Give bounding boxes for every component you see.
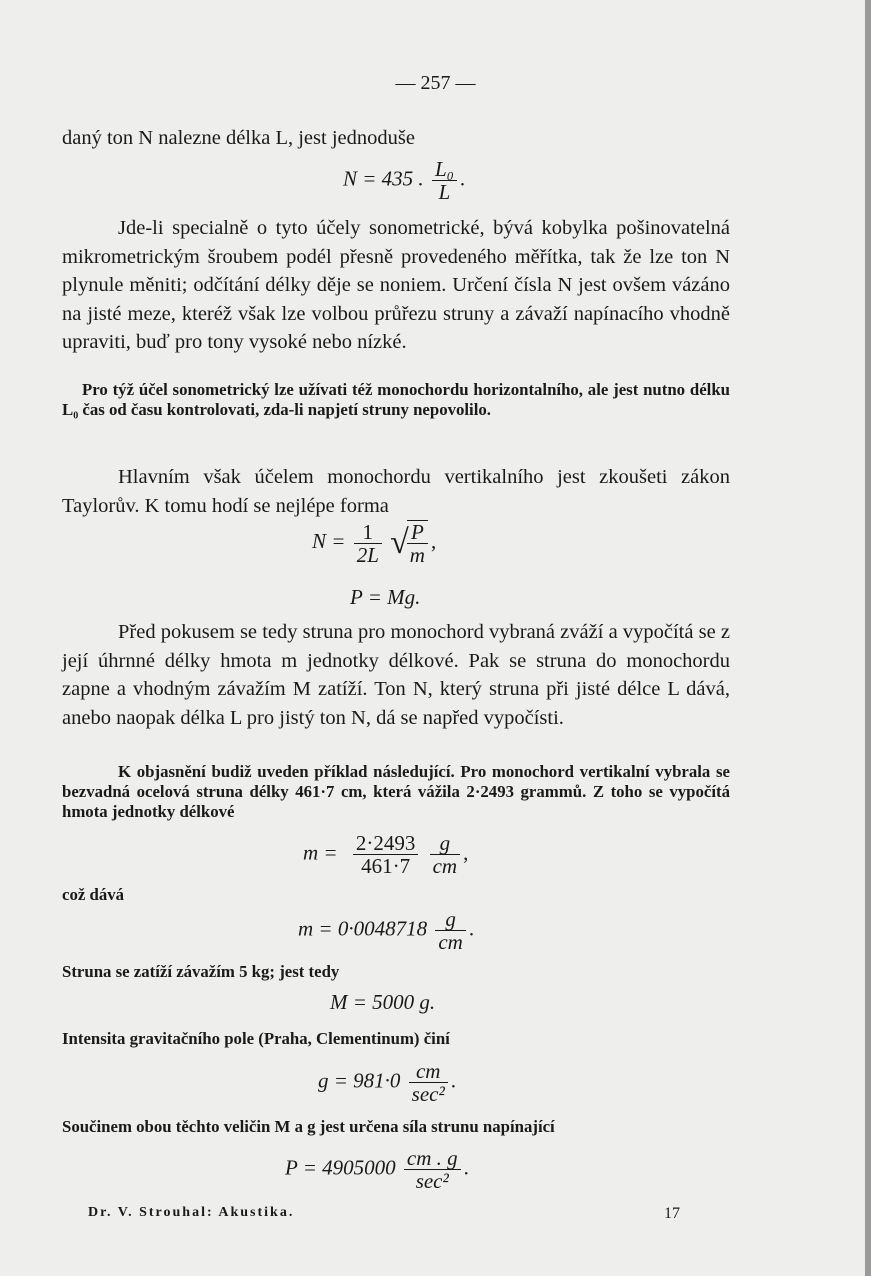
small-paragraph-2: K objasnění budiž uveden příklad následující. Pro monochord vertikalní vybrala se bezvadná ocelová struna délky 461·7 cm, která vážila 2·2493 grammů. Z toho se vypočítá hmota jednotky délkové xyxy=(62,762,730,822)
sqrt-icon: √ xyxy=(390,524,409,561)
formula-taylor: N = $\frac{1}{2L}$ √ $\frac{P}{m}$ , xyxy=(312,519,437,567)
paragraph-2: Jde-li specialně o tyto účely sonometrické, bývá kobylka pošinovatelná mikrometrickým šroubem podél přesně provedeného měřítka, tak že lze ton N plynule měniti; odčítání délky děje se noniem. Určení čísla N jest ovšem vázáno na jisté meze, kteréž však lze volbou průřezu struny a závaží napínacího vhodně upraviti, buď pro tony vysoké nebo nízké. xyxy=(62,217,730,354)
formula-n-435: N = 435 . $\frac{\text{L₀}}{L}$ . xyxy=(343,157,466,204)
page-edge-shadow xyxy=(865,0,871,1276)
paragraph-1: daný ton N nalezne délka L, jest jednoduše xyxy=(62,127,415,149)
page-number: — 257 — xyxy=(395,72,476,94)
fraction: $\frac{1}{2L}$ xyxy=(354,521,382,566)
small-paragraph-6: Součinem obou těchto veličin M a g jest určena síla strunu napínající xyxy=(62,1117,555,1136)
formula-m-value: m = 0·0048718 $\frac{g}{cm}$ . xyxy=(298,907,475,954)
formula-p-value: P = 4905000 $\frac{cm . g}{\text{sec²}}$ . xyxy=(285,1146,469,1193)
unit-fraction: $\frac{cm . g}{\text{sec²}}$ xyxy=(404,1147,461,1192)
page-footer xyxy=(88,1205,680,1221)
fraction: $\frac{2\cdot 2493}{461\cdot 7}$ xyxy=(353,832,419,877)
formula-p-mg: P = Mg. xyxy=(350,585,421,609)
formula-m-5000: M = 5000 g. xyxy=(330,990,436,1014)
footer-author: Dr. V. Strouhal: Akustika. xyxy=(88,1205,295,1220)
radicand-fraction: $\frac{P}{m}$ xyxy=(407,520,428,566)
formula-g-value: g = 981·0 $\frac{cm}{\text{sec²}}$ . xyxy=(318,1059,457,1106)
unit-fraction: $\frac{g}{cm}$ xyxy=(435,908,466,953)
small-paragraph-3: což dává xyxy=(62,885,124,904)
paragraph-3: Hlavním však účelem monochordu vertikalního jest zkoušeti zákon Taylorův. K tomu hodí se nejlépe forma xyxy=(62,466,730,517)
small-paragraph-5: Intensita gravitačního pole (Praha, Clementinum) činí xyxy=(62,1029,450,1048)
footer-sheet-number: 17 xyxy=(664,1205,680,1222)
unit-fraction: $\frac{cm}{\text{sec²}}$ xyxy=(409,1060,448,1105)
unit-fraction: $\frac{g}{cm}$ xyxy=(430,832,461,877)
fraction: $\frac{\text{L₀}}{L}$ xyxy=(432,158,457,203)
paragraph-4: Před pokusem se tedy struna pro monochord vybraná zváží a vypočítá se z její úhrnné délky hmota m jednotky délkové. Pak se struna do monochordu zapne a vhodným závažím M zatíží. Ton N, který struna při jisté délce L dává, anebo naopak délka L pro jistý ton N, dá se napřed vypočísti. xyxy=(62,621,730,729)
formula-m-ratio: m = $\frac{2\cdot 2493}{461\cdot 7}$ $\frac{g}{cm}$ , xyxy=(303,831,469,878)
small-paragraph-1: Pro týž účel sonometrický lze užívati též monochordu horizontalního, ale jest nutno délku L₀ čas od času kontrolovati, zda-li napjetí struny nepovolilo. xyxy=(62,380,730,420)
small-paragraph-4: Struna se zatíží závažím 5 kg; jest tedy xyxy=(62,962,340,981)
